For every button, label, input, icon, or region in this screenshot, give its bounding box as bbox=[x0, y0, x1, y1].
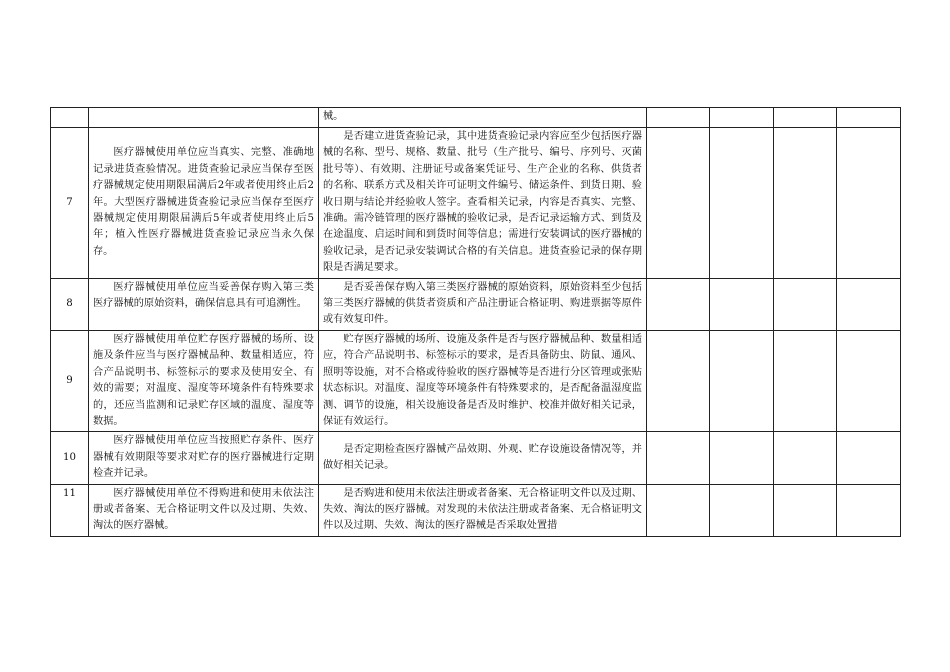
blank-cell bbox=[837, 108, 901, 128]
inspection-table bbox=[50, 107, 901, 537]
table-row bbox=[51, 484, 901, 536]
blank-cell bbox=[774, 484, 837, 536]
blank-cell bbox=[837, 484, 901, 536]
blank-cell bbox=[647, 484, 710, 536]
method-cell: 械。 bbox=[319, 108, 647, 128]
row-number: 8 bbox=[51, 278, 89, 330]
table-row bbox=[51, 278, 901, 330]
requirement-cell: 医疗器械使用单位应当按照贮存条件、医疗器械有效期限等要求对贮存的医疗器械进行定期检查并记录。 bbox=[89, 432, 319, 484]
blank-cell bbox=[837, 432, 901, 484]
row-number: 9 bbox=[51, 330, 89, 431]
blank-cell bbox=[837, 330, 901, 431]
blank-cell bbox=[837, 278, 901, 330]
method-cell: 是否建立进货查验记录，其中进货查验记录内容应至少包括医疗器械的名称、型号、规格、数量、批号（生产批号、编号、序列号、灭菌批号等）、有效期、注册证号或备案凭证号、生产企业的名称、供货者的名称、联系方式及相关许可证明文件编号、储运条件、到货日期、验收日期与结论并经验收人签字。查看相关记录，内容是否真实、完整、准确。需冷链管理的医疗器械的验收记录，是否记录运输方式、到货及在途温度、启运时间和到货时间等信息；需进行安装调试的医疗器械的验收记录，是否记录安装调试合格的有关信息。进货查验记录的保存期限是否满足要求。 bbox=[319, 128, 647, 279]
blank-cell bbox=[837, 128, 901, 279]
blank-cell bbox=[710, 330, 774, 431]
blank-cell bbox=[710, 278, 774, 330]
blank-cell bbox=[774, 278, 837, 330]
blank-cell bbox=[647, 278, 710, 330]
table-row bbox=[51, 432, 901, 484]
row-number: 7 bbox=[51, 128, 89, 279]
blank-cell bbox=[710, 108, 774, 128]
requirement-cell: 医疗器械使用单位应当真实、完整、准确地记录进货查验情况。进货查验记录应当保存至医疗器械规定使用期限届满后2年或者使用终止后2年。大型医疗器械进货查验记录应当保存至医疗器械规定使用期限届满后5年或者使用终止后5年；植入性医疗器械进货查验记录应当永久保存。 bbox=[89, 128, 319, 279]
blank-cell bbox=[710, 484, 774, 536]
method-cell: 是否定期检查医疗器械产品效期、外观、贮存设施设备情况等，并做好相关记录。 bbox=[319, 432, 647, 484]
blank-cell bbox=[710, 128, 774, 279]
blank-cell bbox=[774, 108, 837, 128]
requirement-cell: 医疗器械使用单位贮存医疗器械的场所、设施及条件应当与医疗器械品种、数量相适应，符合产品说明书、标签标示的要求及使用安全、有效的需要；对温度、湿度等环境条件有特殊要求的，还应当监测和记录贮存区域的温度、湿度等数据。 bbox=[89, 330, 319, 431]
row-number: 11 bbox=[51, 484, 89, 536]
blank-cell bbox=[647, 108, 710, 128]
table-row bbox=[51, 108, 901, 128]
blank-cell bbox=[774, 432, 837, 484]
table-row bbox=[51, 128, 901, 279]
blank-cell bbox=[774, 128, 837, 279]
requirement-cell: 医疗器械使用单位不得购进和使用未依法注册或者备案、无合格证明文件以及过期、失效、淘汰的医疗器械。 bbox=[89, 484, 319, 536]
method-cell: 是否购进和使用未依法注册或者备案、无合格证明文件以及过期、失效、淘汰的医疗器械。对发现的未依法注册或者备案、无合格证明文件以及过期、失效、淘汰的医疗器械是否采取处置措 bbox=[319, 484, 647, 536]
requirement-cell bbox=[89, 108, 319, 128]
table-row bbox=[51, 330, 901, 431]
method-cell: 贮存医疗器械的场所、设施及条件是否与医疗器械品种、数量相适应，符合产品说明书、标签标示的要求，是否具备防虫、防鼠、通风、照明等设施，对不合格或待验收的医疗器械等是否进行分区管理或张贴状态标识。对温度、湿度等环境条件有特殊要求的，是否配备温湿度监测、调节的设施，相关设施设备是否及时维护、校准并做好相关记录，保证有效运行。 bbox=[319, 330, 647, 431]
blank-cell bbox=[647, 128, 710, 279]
row-number: 10 bbox=[51, 432, 89, 484]
requirement-cell: 医疗器械使用单位应当妥善保存购入第三类医疗器械的原始资料，确保信息具有可追溯性。 bbox=[89, 278, 319, 330]
row-number bbox=[51, 108, 89, 128]
method-cell: 是否妥善保存购入第三类医疗器械的原始资料，原始资料至少包括第三类医疗器械的供货者资质和产品注册证合格证明、购进票据等原件或有效复印件。 bbox=[319, 278, 647, 330]
blank-cell bbox=[710, 432, 774, 484]
blank-cell bbox=[647, 330, 710, 431]
blank-cell bbox=[647, 432, 710, 484]
blank-cell bbox=[774, 330, 837, 431]
